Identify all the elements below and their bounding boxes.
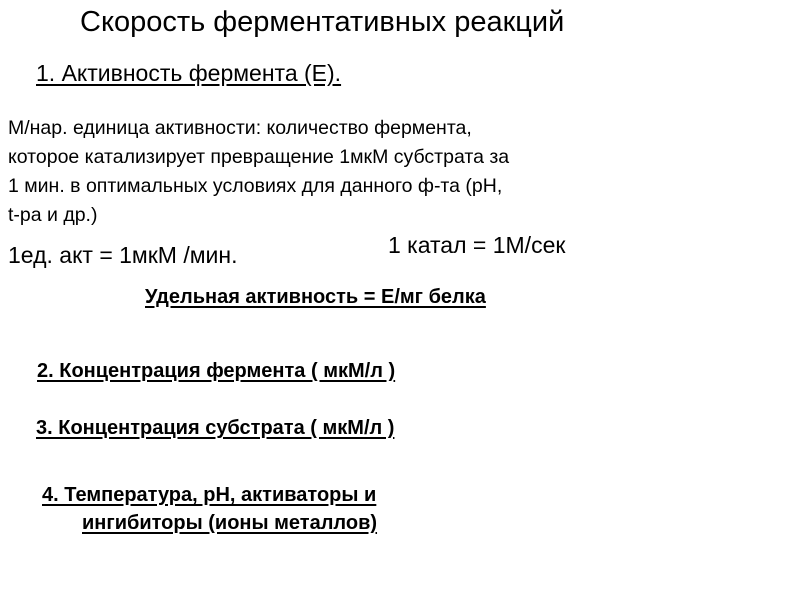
definition-line-3: 1 мин. в оптимальных условиях для данного ф-та (рН, bbox=[8, 175, 503, 197]
definition-line-4: t-ра и др.) bbox=[8, 204, 98, 226]
section-1-heading-text: 1. Активность фермента (Е). bbox=[36, 60, 342, 86]
section-4-heading bbox=[42, 481, 377, 537]
activity-unit-definition bbox=[8, 114, 728, 230]
slide-title: Скорость ферментативных реакций bbox=[80, 6, 565, 38]
section-4-heading-line-2: ингибиторы (ионы металлов) bbox=[82, 512, 378, 534]
section-3-heading: 3. Концентрация субстрата ( мкМ/л ) bbox=[36, 417, 395, 439]
section-2-heading-text: 2. Концентрация фермента ( мкМ/л ) bbox=[37, 360, 396, 382]
definition-line-2: которое катализирует превращение 1мкМ субстрата за bbox=[8, 146, 510, 168]
section-2-heading bbox=[8, 361, 395, 381]
specific-activity-formula: Удельная активность = Е/мг белка bbox=[145, 286, 486, 308]
definition-line-1: М/нар. единица активности: количество фермента, bbox=[8, 117, 472, 139]
unit-katal-formula: 1 катал = 1М/сек bbox=[388, 232, 566, 258]
section-1-heading bbox=[8, 62, 341, 85]
section-4-heading-line-2-wrap bbox=[42, 509, 377, 537]
section-4-heading-line-1: 4. Температура, рН, активаторы и bbox=[42, 484, 377, 506]
unit-act-formula: 1ед. акт = 1мкМ /мин. bbox=[8, 242, 238, 268]
